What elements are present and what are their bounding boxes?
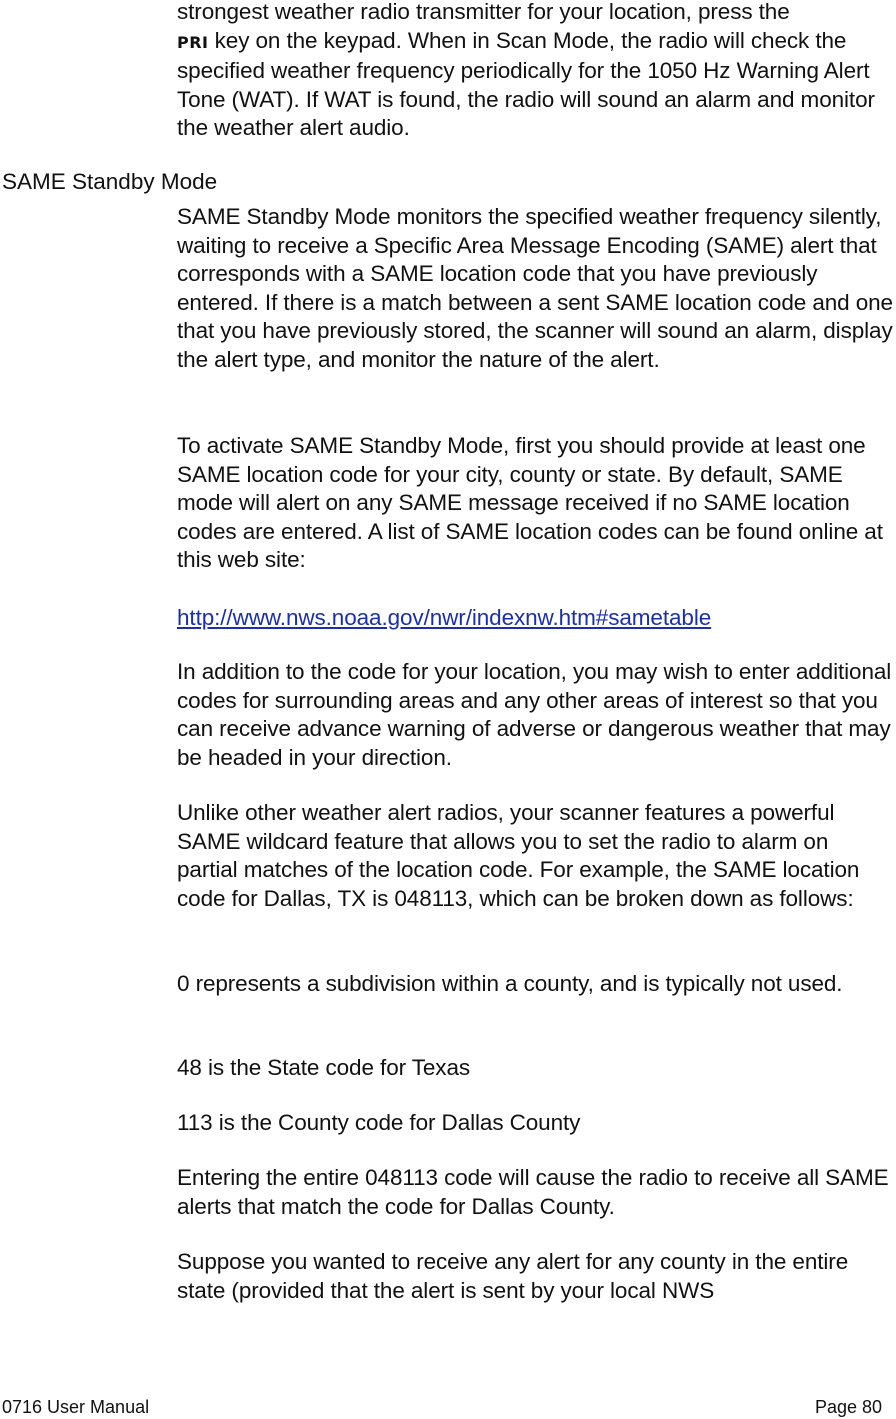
paragraph-same-description: SAME Standby Mode monitors the specified weather frequency silently, waiting to receive a Specific Area Message Encoding (SAME) alert that corresponds with a SAME location code that you have previously entered. If there is a match between a sent SAME location code and one that you have previously stored, the scanner will sound an alarm, display the alert type, and monitor the nature of the alert. — [177, 204, 893, 372]
same-codes-link[interactable]: http://www.nws.noaa.gov/nwr/indexnw.htm#sametable — [177, 605, 712, 630]
paragraph-entire-code: Entering the entire 048113 code will cause the radio to receive all SAME alerts that match the code for Dallas County. — [177, 1165, 889, 1219]
paragraph-county-code: 113 is the County code for Dallas County — [177, 1110, 581, 1135]
intro-line-2: key on the keypad. When in Scan Mode, the radio will check the specified weather frequency periodically for the 1050 Hz Warning Alert Tone (WAT). If WAT is found, the radio will sound an alarm and monitor the weather alert audio. — [177, 27, 875, 140]
paragraph-statewide: Suppose you wanted to receive any alert for any county in the entire state (provided that the alert is sent by your local NWS — [177, 1249, 849, 1303]
section-heading: SAME Standby Mode — [2, 169, 218, 194]
paragraph-state-code: 48 is the State code for Texas — [177, 1055, 471, 1080]
intro-line-1: strongest weather radio transmitter for your location, press the — [177, 0, 790, 24]
pri-key-label: PRI — [177, 32, 209, 52]
footer-page-number: Page 80 — [814, 1397, 882, 1417]
paragraph-activate: To activate SAME Standby Mode, first you should provide at least one SAME location code for your city, county or state. By default, SAME mode will alert on any SAME message received if no SAME location codes are entered. A list of SAME location codes can be found online at this web site: — [177, 433, 883, 572]
paragraph-additional-codes: In addition to the code for your location, you may wish to enter additional codes for surrounding areas and any other areas of interest so that you can receive advance warning of adverse or dangerous weather that may be headed in your direction. — [177, 659, 892, 770]
intro-paragraph — [177, 0, 893, 143]
footer-manual-title: 0716 User Manual — [2, 1397, 150, 1417]
paragraph-wildcard: Unlike other weather alert radios, your scanner features a powerful SAME wildcard feature that allows you to set the radio to alarm on partial matches of the location code. For example, the SAME location code for Dallas, TX is 048113, which can be broken down as follows: — [177, 800, 860, 911]
paragraph-subdivision: 0 represents a subdivision within a county, and is typically not used. — [177, 971, 843, 996]
paragraph-link — [177, 604, 893, 633]
